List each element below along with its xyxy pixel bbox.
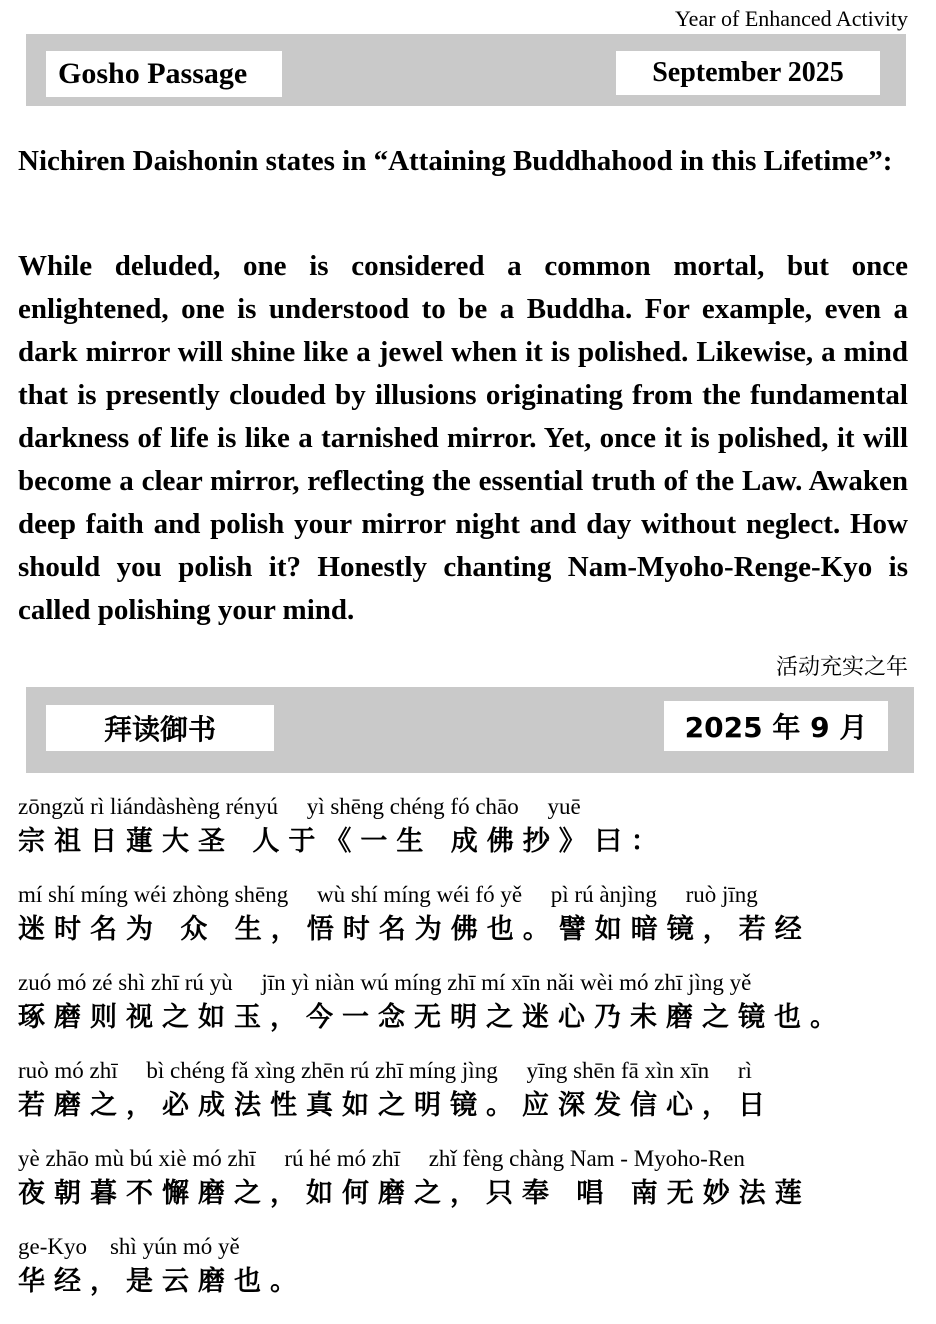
pinyin-line: ge-Kyo shì yún mó yě (18, 1234, 240, 1259)
hanzi-line: 若磨之，必成法性真如之明镜。应深发信心，日 (18, 1090, 774, 1121)
hanzi-line: 宗祖日蓮大圣 人于《一生 成佛抄》曰： (18, 826, 667, 857)
date-label-cn: 2025 年 9 月 (664, 701, 888, 751)
header-banner-cn (26, 687, 914, 773)
list-item (18, 1144, 910, 1232)
pinyin-line: zōngzǔ rì liándàshèng rényú yì shēng chéng fó chāo yuē (18, 794, 581, 819)
passage-text: While deluded, one is considered a common mortal, but once enlightened, one is understood to be a Buddha. For example, even a dark mirror will shine like a jewel when it is polished. Likewise, a mind that is presently clouded by illusions originating from the fundamental darkness of life is like a tarnished mirror. Yet, once it is polished, it will become a clear mirror, reflecting the essential truth of the Law. Awaken deep faith and polish your mirror night and day without neglect. How should you polish it? Honestly chanting Nam-Myoho-Renge-Kyo is called polishing your mind. (18, 250, 908, 626)
page-title-cn: 拜读御书 (46, 705, 274, 751)
year-theme-cn: 活动充实之年 (775, 655, 908, 680)
list-item (18, 1232, 910, 1320)
list-item (18, 968, 910, 1056)
pinyin-line: zuó mó zé shì zhī rú yù jīn yì niàn wú míng zhī mí xīn nǎi wèi mó zhī jìng yě (18, 970, 752, 995)
pinyin-line: ruò mó zhī bì chéng fǎ xìng zhēn rú zhī míng jìng yīng shēn fā xìn xīn rì (18, 1058, 752, 1083)
intro-text: Nichiren Daishonin states in “Attaining Buddhahood in this Lifetime”: (18, 145, 893, 177)
hanzi-line: 迷时名为 众 生，悟时名为佛也。譬如暗镜，若经 (18, 914, 811, 945)
pinyin-line: yè zhāo mù bú xiè mó zhī rú hé mó zhī zhǐ fèng chàng Nam - Myoho-Ren (18, 1146, 745, 1171)
hanzi-line: 夜朝暮不懈磨之，如何磨之，只奉 唱 南无妙法莲 (18, 1178, 811, 1209)
header-banner-en (26, 34, 906, 106)
list-item (18, 880, 910, 968)
list-item (18, 792, 910, 880)
page-title: Gosho Passage (46, 51, 282, 97)
hanzi-line: 琢磨则视之如玉，今一念无明之迷心乃未磨之镜也。 (18, 1002, 846, 1033)
pinyin-passage (18, 792, 910, 1320)
year-theme-en: Year of Enhanced Activity (675, 6, 908, 31)
hanzi-line: 华经，是云磨也。 (18, 1266, 306, 1297)
pinyin-line: mí shí míng wéi zhòng shēng wù shí míng wéi fó yě pì rú ànjìng ruò jīng (18, 882, 758, 907)
date-label: September 2025 (616, 51, 880, 95)
list-item (18, 1056, 910, 1144)
